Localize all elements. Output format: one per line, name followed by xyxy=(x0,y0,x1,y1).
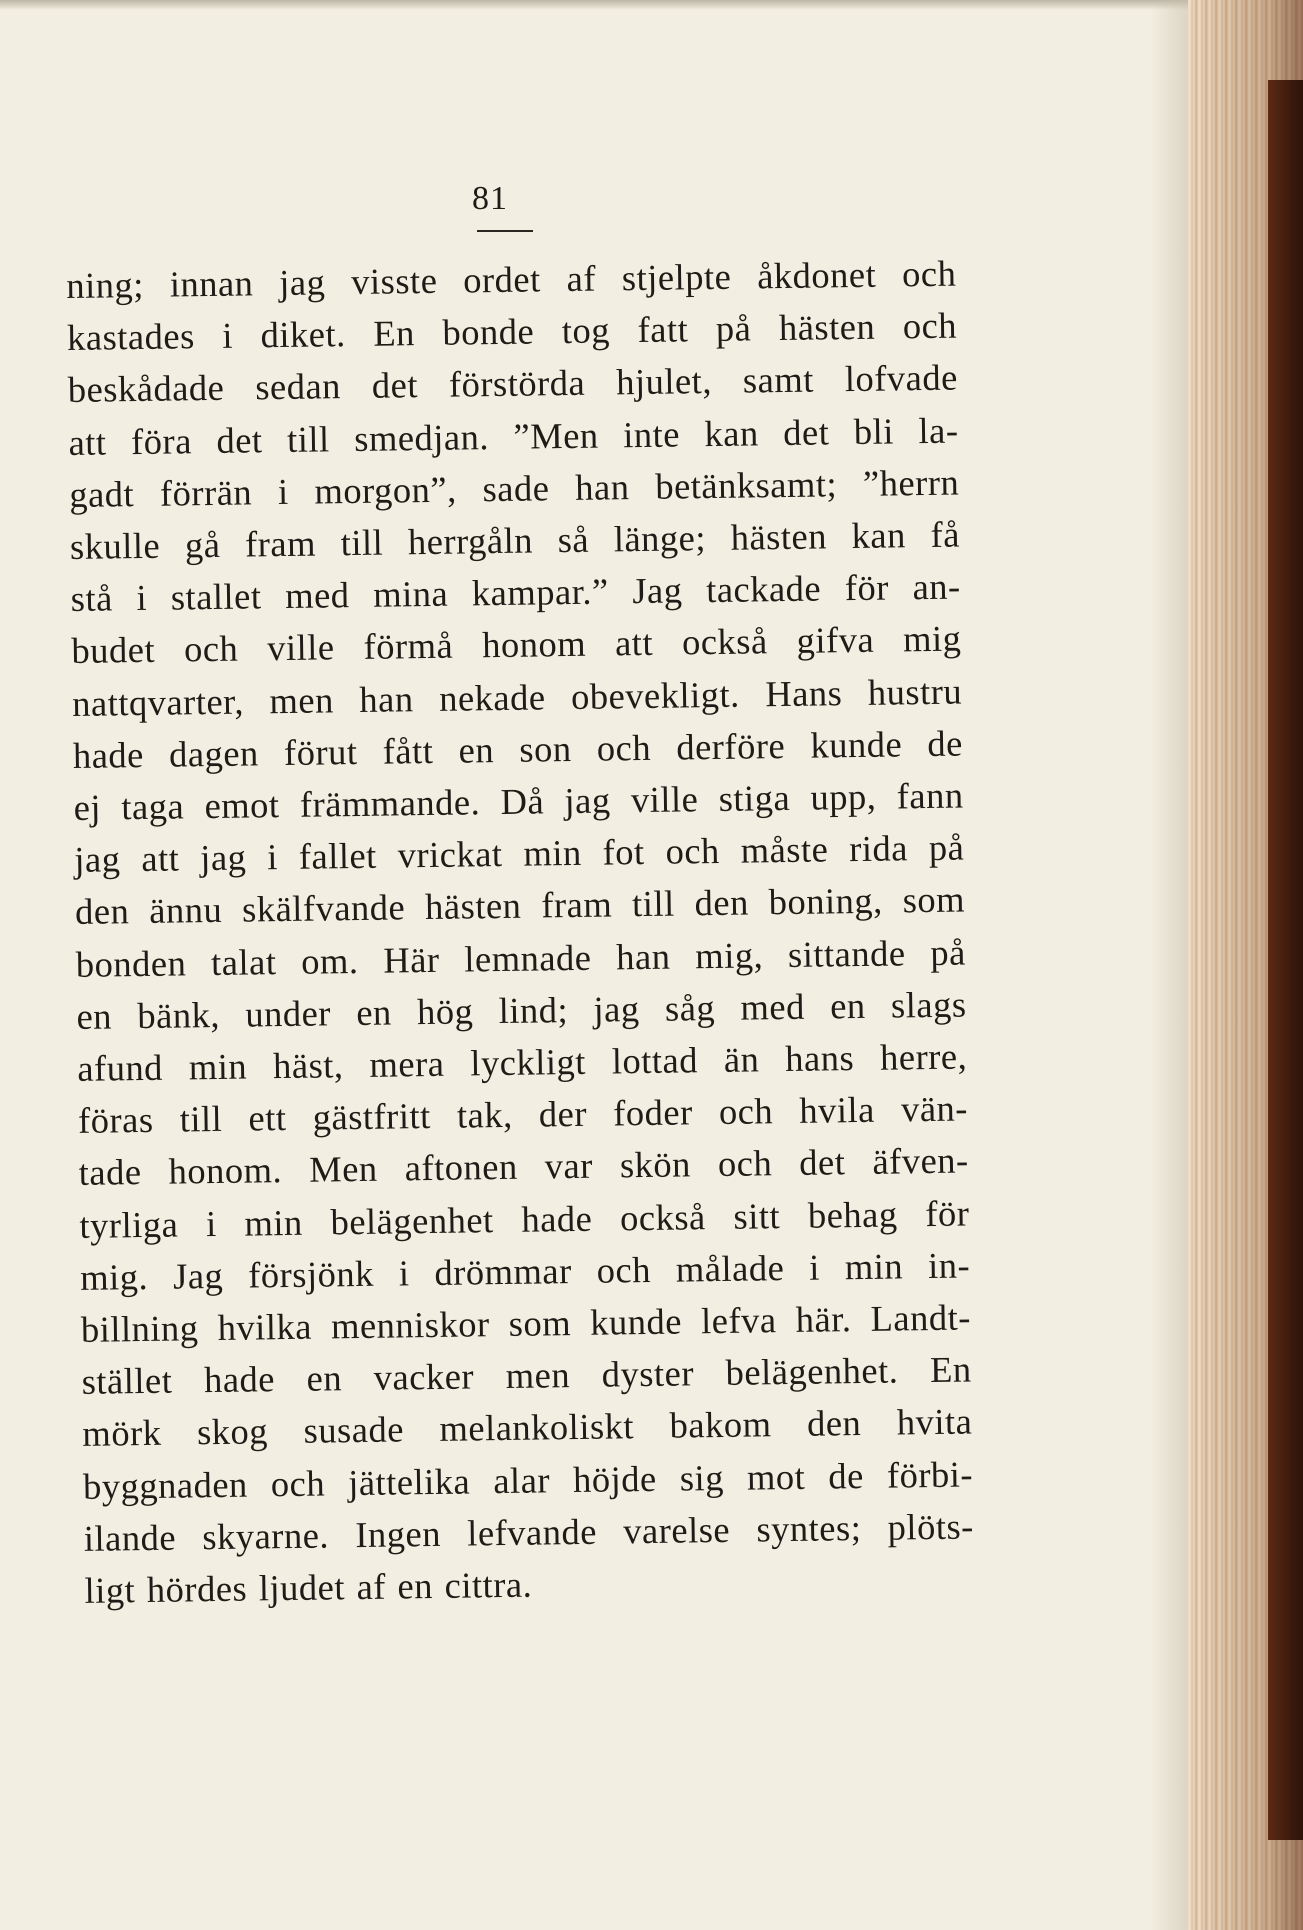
text-line: mig. Jag försjönk i drömmar och målade i min in- xyxy=(79,1244,971,1298)
text-line: att föra det till smedjan. ”Men inte kan det bli la- xyxy=(68,409,959,463)
page-number: 81 xyxy=(472,180,508,217)
text-line: gadt förrän i morgon”, sade han betänksamt; ”herrn xyxy=(68,461,960,515)
gutter-shadow xyxy=(1150,0,1190,1930)
text-line: tyrliga i min belägenhet hade också sitt behag för xyxy=(79,1192,970,1246)
text-line: billning hvilka menniskor som kunde lefva här. Landt- xyxy=(80,1296,972,1350)
text-line: bonden talat om. Här lemnade han mig, sittande på xyxy=(75,931,967,985)
text-line: en bänk, under en hög lind; jag såg med en slags xyxy=(76,983,967,1037)
text-line: stå i stallet med mina kampar.” Jag tackade för an- xyxy=(70,565,961,620)
text-line: jag att jag i fallet vrickat min fot och måste rida på xyxy=(74,826,965,881)
text-line: den ännu skälfvande hästen fram till den boning, som xyxy=(74,878,966,933)
text-line: afund min häst, mera lyckligt lottad än hans herre, xyxy=(77,1035,968,1089)
text-line: budet och ville förmå honom att också gifva mig xyxy=(71,617,962,672)
text-line: nattqvarter, men han nekade obevekligt. Hans hustru xyxy=(71,670,963,724)
text-line: skulle gå fram till herrgåln så länge; hästen kan få xyxy=(69,513,961,567)
text-line: mörk skog susade melankoliskt bakom den hvita xyxy=(82,1400,973,1455)
page-top-edge xyxy=(0,0,1188,10)
text-line: ligt hördes ljudet af en cittra. xyxy=(84,1563,533,1611)
text-line: byggnaden och jättelika alar höjde sig mot de förbi- xyxy=(82,1453,974,1507)
text-line: stället hade en vacker men dyster belägenhet. En xyxy=(81,1348,972,1403)
page-number-rule xyxy=(477,230,533,232)
body-text xyxy=(66,247,985,1617)
book-cover xyxy=(1268,80,1303,1840)
text-line: kastades i diket. En bonde tog fatt på hästen och xyxy=(66,304,958,359)
text-line: föras till ett gästfritt tak, der foder och hvila vän- xyxy=(77,1087,969,1142)
text-line: tade honom. Men aftonen var skön och det äfven- xyxy=(78,1139,969,1194)
text-line: ilande skyarne. Ingen lefvande varelse syntes; plöts- xyxy=(83,1505,975,1559)
text-line: hade dagen förut fått en son och derföre kunde de xyxy=(72,722,964,776)
text-line: ning; innan jag visste ordet af stjelpte åkdonet och xyxy=(66,252,957,306)
text-line: ej taga emot främmande. Då jag ville stiga upp, fann xyxy=(73,774,964,828)
text-line: beskådade sedan det förstörda hjulet, samt lofvade xyxy=(67,356,959,411)
